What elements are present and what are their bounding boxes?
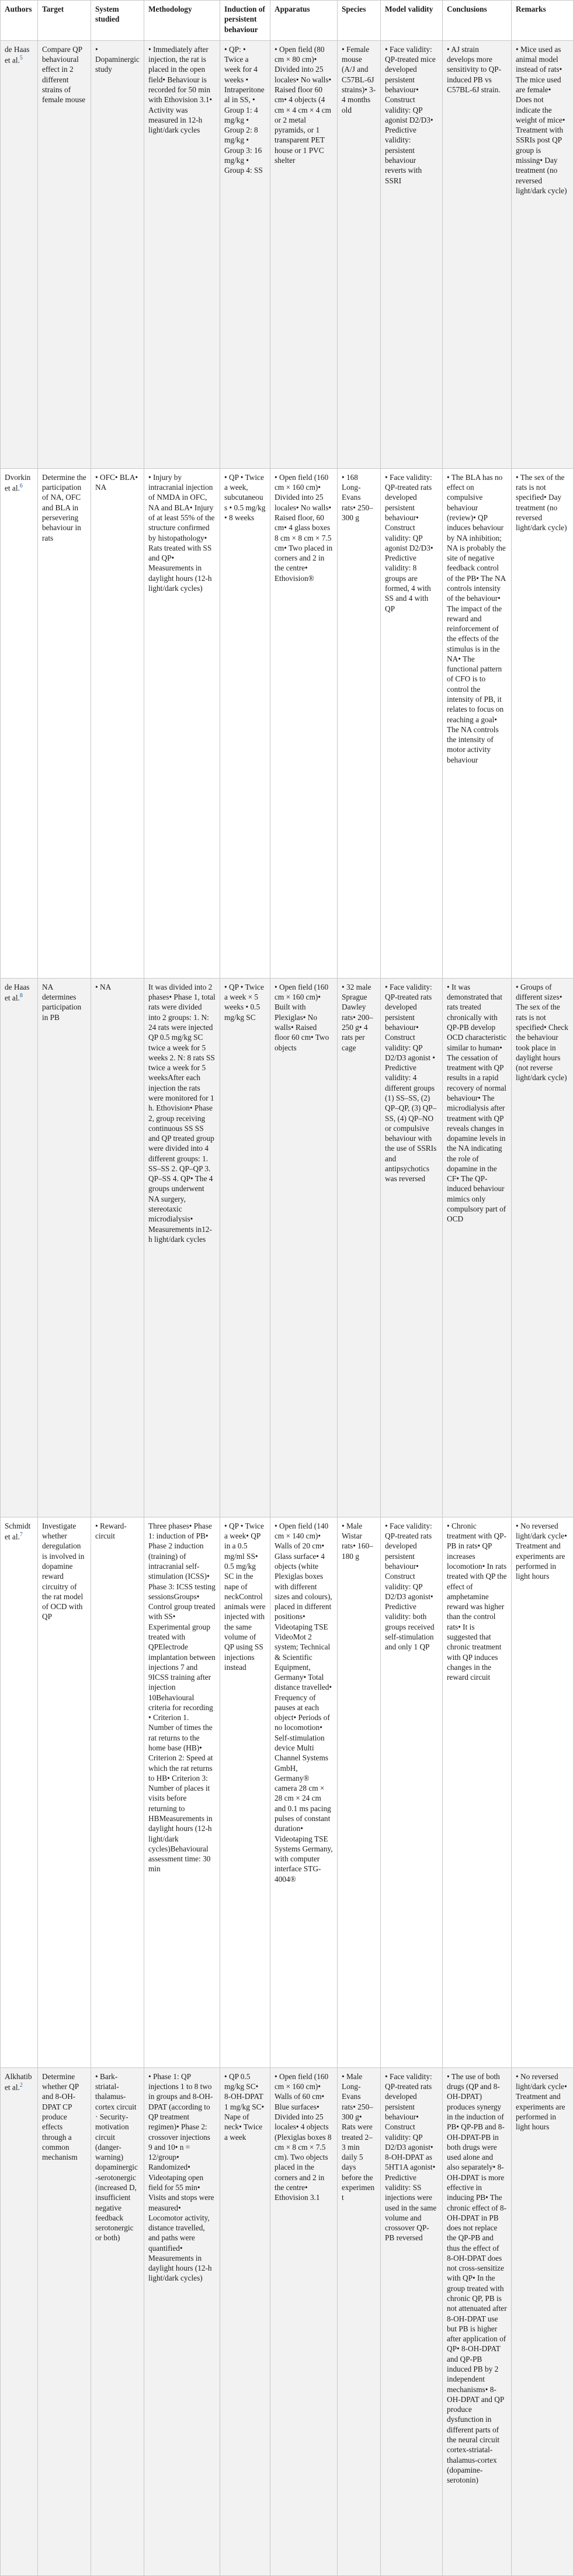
validity-cell: • Face validity: QP-treated rats developed persistent behaviour• Construct validity: QP D2/D3 agonist• 8-OH-DPAT as 5HT1A agonist• Predictive validity: SS injections were used in the same volume and crossover QP-PB reversed bbox=[381, 2067, 443, 2575]
conclusions-cell: • The BLA has no effect on compulsive behaviour (review)• QP induces behaviour by NA inhibition; NA is probably the site of negative feedback control of the PB• The NA controls intensity of the behaviour• The impact of the reward and reinforcement of the effects of the stimulus is in the NA• The functional pattern of CFO is to control the intensity of PB, it relates to focus on reaching a goal• The NA controls the intensity of motor activity behaviour bbox=[443, 468, 512, 978]
remarks-cell: • No reversed light/dark cycle• Treatment and experiments are performed in light hours bbox=[512, 1517, 573, 2067]
conclusions-cell: • It was demonstrated that rats treated chronically with QP-PB develop OCD characteristic similar to human• The cessation of treatment with QP results in a rapid recovery of normal behaviour• The microdialysis after treatment with QP reveals changes in dopamine levels in the NA indicating the role of dopamine in the CF• The QP-induced behaviour mimics only compulsory part of OCD bbox=[443, 978, 512, 1517]
methodology-cell: • Immediately after injection, the rat is placed in the open field• Behaviour is recorded for 50 min with Ethovision 3.1• Activity was measured in 12-h light/dark cycles bbox=[144, 40, 220, 468]
validity-cell: • Face validity: QP-treated rats developed persistent behaviour• Construct validity: QP D2/D3 agonist• Predictive validity: both groups received self-stimulation and only 1 QP bbox=[381, 1517, 443, 2067]
system-cell: • NA bbox=[91, 978, 144, 1517]
reference-link[interactable]: 5 bbox=[20, 55, 23, 61]
reference-link[interactable]: 7 bbox=[20, 1531, 23, 1538]
remarks-cell: • No reversed light/dark cycle• Treatment and experiments are performed in light hours bbox=[512, 2067, 573, 2575]
author-cell bbox=[1, 468, 38, 978]
conclusions-cell: • The use of both drugs (QP and 8-OH-DPAT) produces synergy in the induction of PB• QP-PB and 8-OH-DPAT-PB in both drugs were used alone and also separately• 8-OH-DPAT is more effective in inducing PB• The chronic effect of 8-OH-DPAT in PB does not replace the QP-PB and thus the effect of 8-OH-DPAT does not cross-sensitize with QP• In the group treated with chronic QP, PB is not attenuated after 8-OH-DPAT use but PB is higher after application of QP• 8-OH-DPAT and QP-PB induced PB by 2 independent mechanisms• 8-OH-DPAT and QP produce dysfunction in different parts of the neural circuit cortex-striatal-thalamus-cortex (dopamine-serotonin) bbox=[443, 2067, 512, 2575]
system-cell: • Dopaminergic study bbox=[91, 40, 144, 468]
induction-cell: • QP • Twice a week• QP in a 0.5 mg/ml SS• 0.5 mg/kg SC in the nape of neckControl animals were injected with the same volume of QP using SS injections instead bbox=[220, 1517, 270, 2067]
induction-cell: • QP 0.5 mg/kg SC• 8-OH-DPAT 1 mg/kg SC• Nape of neck• Twice a week bbox=[220, 2067, 270, 2575]
target-cell: Compare QP behavioural effect in 2 different strains of female mouse bbox=[38, 40, 91, 468]
column-header: Remarks bbox=[512, 1, 573, 41]
validity-cell: • Face validity: QP-treated mice developed persistent behaviour• Construct validity: QP agonist D2/D3• Predictive validity: persistent behaviour reverts with SSRI bbox=[381, 40, 443, 468]
remarks-cell: • Mice used as animal model instead of rats• The mice used are female• Does not indicate the weight of mice• Treatment with SSRIs post QP group is missing• Day treatment (no reversed light/dark cycle) bbox=[512, 40, 573, 468]
species-cell: • Female mouse (A/J and C57BL-6J strains)• 3-4 months old bbox=[338, 40, 381, 468]
author-name: de Haas et al. bbox=[5, 983, 29, 1002]
validity-cell: • Face validity: QP-treated rats developed persistent behaviour• Construct validity: QP agonist D2/D3• Predictive validity: 8 groups are formed, 4 with SS and 4 with QP bbox=[381, 468, 443, 978]
system-cell: • Reward-circuit bbox=[91, 1517, 144, 2067]
column-header: Target bbox=[38, 1, 91, 41]
species-cell: • Male Long-Evans rats• 250–300 g• Rats were treated 2–3 min daily 5 days before the experiment bbox=[338, 2067, 381, 2575]
conclusions-cell: • Chronic treatment with QP-PB in rats• QP increases locomotion• In rats treated with QP the effect of amphetamine reward was higher than the control rats• It is suggested that chronic treatment with QP induces changes in the reward circuit bbox=[443, 1517, 512, 2067]
table-row bbox=[1, 1517, 573, 2067]
column-header: Apparatus bbox=[270, 1, 338, 41]
author-cell bbox=[1, 1517, 38, 2067]
author-name: de Haas et al. bbox=[5, 45, 29, 65]
species-cell: • Male Wistar rats• 160–180 g bbox=[338, 1517, 381, 2067]
author-name: Dvorkin et al. bbox=[5, 473, 30, 493]
induction-cell: • QP • Twice a week × 5 weeks • 0.5 mg/kg SC bbox=[220, 978, 270, 1517]
column-header: Methodology bbox=[144, 1, 220, 41]
column-header: Conclusions bbox=[443, 1, 512, 41]
author-cell bbox=[1, 40, 38, 468]
remarks-cell: • The sex of the rats is not specified• Day treatment (no reversed light/dark cycle) bbox=[512, 468, 573, 978]
target-cell: Determine the participation of NA, OFC and BLA in persevering behaviour in rats bbox=[38, 468, 91, 978]
table-row bbox=[1, 2067, 573, 2575]
author-cell bbox=[1, 978, 38, 1517]
table-header-row bbox=[1, 1, 573, 41]
column-header: Authors bbox=[1, 1, 38, 41]
methodology-cell: • Phase 1: QP injections 1 to 8 two in groups and 8-OH-DPAT (according to QP treatment regimen)• Phase 2: crossover injections 9 and 10• n = 12/group• Randomized• Videotaping open field for 55 min• Visits and stops were measured• Locomotor activity, distance travelled, and paths were quantified• Measurements in daylight hours (12-h light/dark cycles) bbox=[144, 2067, 220, 2575]
reference-link[interactable]: 8 bbox=[20, 993, 23, 999]
system-cell: • Bark-striatal-thalamus-cortex circuit · Security-motivation circuit (danger-warning) dopaminergic-serotonergic (increased D, insufficient negative feedback serotonergic or both) bbox=[91, 2067, 144, 2575]
reference-link[interactable]: 6 bbox=[20, 483, 23, 489]
apparatus-cell: • Open field (160 cm × 160 cm)• Divided into 25 locales• No walls• Raised floor, 60 cm• 4 glass boxes 8 cm × 8 cm × 7.5 cm• Two placed in corners and 2 in the centre• Ethovision® bbox=[270, 468, 338, 978]
column-header: Induction of persistent behaviour bbox=[220, 1, 270, 41]
column-header: Model validity bbox=[381, 1, 443, 41]
system-cell: • OFC• BLA• NA bbox=[91, 468, 144, 978]
apparatus-cell: • Open field (80 cm × 80 cm)• Divided into 25 locales• No walls• Raised floor 60 cm• 4 objects (4 cm × 4 cm × 4 cm or 2 metal pyramids, or 1 transparent PET house or 1 PVC shelter bbox=[270, 40, 338, 468]
author-cell bbox=[1, 2067, 38, 2575]
column-header: System studied bbox=[91, 1, 144, 41]
conclusions-cell: • AJ strain develops more sensitivity to QP-induced PB vs C57BL-6J strain. bbox=[443, 40, 512, 468]
species-cell: • 32 male Sprague Dawley rats• 200–250 g• 4 rats per cage bbox=[338, 978, 381, 1517]
target-cell: Determine whether QP and 8-OH-DPAT CP produce effects through a common mechanism bbox=[38, 2067, 91, 2575]
induction-cell: • QP • Twice a week, subcutaneous • 0.5 mg/kg • 8 weeks bbox=[220, 468, 270, 978]
remarks-cell: • Groups of different sizes• The sex of the rats is not specified• Check the behaviour took place in daylight hours (not reverse light/dark cycle) bbox=[512, 978, 573, 1517]
methodology-cell: It was divided into 2 phases• Phase 1, total rats were divided into 2 groups: 1. N: 24 rats were injected QP 0.5 mg/kg SC twice a week for 5 weeks 2. N: 8 rats SS twice a week for 5 weeksAfter each injection the rats were monitored for 1 h. Ethovision• Phase 2, group receiving continuous SS SS and QP treated group were divided into 4 different groups: 1. SS–SS 2. QP–QP 3. QP–SS 4. QP• The 4 groups underwent NA surgery, stereotaxic microdialysis• Measurements in12-h light/dark cycles bbox=[144, 978, 220, 1517]
species-cell: • 168 Long-Evans rats• 250–300 g bbox=[338, 468, 381, 978]
methodology-cell: • Injury by intracranial injection of NMDA in OFC, NA and BLA• Injury of at least 55% of the structure confirmed by histopathology• Rats treated with SS and QP• Measurements in daylight hours (12-h light/dark cycles) bbox=[144, 468, 220, 978]
induction-cell: • QP: • Twice a week for 4 weeks • Intraperitoneal in SS, • Group 1: 4 mg/kg • Group 2: 8 mg/kg • Group 3: 16 mg/kg • Group 4: SS bbox=[220, 40, 270, 468]
target-cell: NA determines participation in PB bbox=[38, 978, 91, 1517]
apparatus-cell: • Open field (140 cm × 140 cm)• Walls of 20 cm• Glass surface• 4 objects (white Plexiglas boxes with different sizes and colours), placed in different positions• Videotaping TSE VideoMot 2 system; Technical & Scientific Equipment, Germany• Total distance travelled• Frequency of pauses at each object• Periods of no locomotion• Self-stimulation device Multi Channel Systems GmbH, Germany® camera 28 cm × 28 cm × 24 cm and 0.1 ms pacing pulses of constant duration• Videotaping TSE Systems Germany, with computer interface STG-4004® bbox=[270, 1517, 338, 2067]
table-row bbox=[1, 978, 573, 1517]
apparatus-cell: • Open field (160 cm × 160 cm)• Walls of 60 cm• Blue surfaces• Divided into 25 locales• 4 objects (Plexiglas boxes 8 cm × 8 cm × 7.5 cm). Two objects placed in the corners and 2 in the centre• Ethovision 3.1 bbox=[270, 2067, 338, 2575]
validity-cell: • Face validity: QP-treated rats developed persistent behaviour• Construct validity: QP D2/D3 agonist • Predictive validity: 4 different groups (1) SS–SS, (2) QP–QP, (3) QP–SS, (4) QP–NO or compulsive behaviour with the use of SSRIs and antipsychotics was reversed bbox=[381, 978, 443, 1517]
column-header: Species bbox=[338, 1, 381, 41]
target-cell: Investigate whether deregulation is involved in dopamine reward circuitry of the rat model of OCD with QP bbox=[38, 1517, 91, 2067]
author-name: Alkhatib et al. bbox=[5, 2072, 32, 2092]
methodology-cell: Three phases• Phase 1: induction of PB• Phase 2 induction (training) of intracranial self-stimulation (ICSS)• Phase 3: ICSS testing sessionsGroups• Control group treated with SS• Experimental group treated with QPElectrode implantation between injections 7 and 9ICSS training after injection 10Behavioural criteria for recording • Criterion 1. Number of times the rat returns to the home base (HB)• Criterion 2: Speed at which the rat returns to HB• Criterion 3: Number of places it visits before returning to HBMeasurements in daylight hours (12-h light/dark cycles)Behavioural assessment time: 30 min bbox=[144, 1517, 220, 2067]
apparatus-cell: • Open field (160 cm × 160 cm)• Built with Plexiglas• No walls• Raised floor 60 cm• Two objects bbox=[270, 978, 338, 1517]
table-row bbox=[1, 40, 573, 468]
author-name: Schmidt et al. bbox=[5, 1522, 30, 1541]
table-row bbox=[1, 468, 573, 978]
reference-link[interactable]: 2 bbox=[20, 2082, 23, 2088]
